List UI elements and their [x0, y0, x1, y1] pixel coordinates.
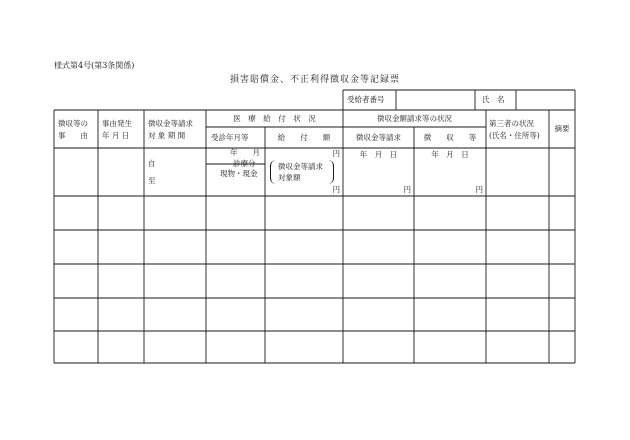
claim-target-line2: 対象額	[278, 173, 301, 182]
form-code: 様式第4号(第3条関係)	[54, 61, 135, 70]
header-claim: 徴収金等請求	[356, 133, 401, 142]
care-type-label: 診療分	[233, 159, 256, 168]
header-reason-line1: 徴収等の	[58, 119, 88, 128]
header-third-party-line2: (氏名・住所等)	[489, 131, 540, 140]
header-reason-line2: 事 由	[58, 131, 88, 140]
period-from-label: 自	[148, 159, 156, 168]
header-medical-group: 医 療 給 付 状 況	[233, 114, 316, 123]
receipt-no-label: 受給者番号	[347, 95, 385, 104]
goods-cash-label: 現物・現金	[220, 169, 258, 178]
header-period-line1: 徴収金等請求	[148, 119, 193, 128]
collected-date: 年 月 日	[431, 150, 469, 159]
header-benefit-amount: 給 付 額	[277, 133, 331, 142]
header-third-party-line1: 第三者の状況	[489, 119, 534, 128]
header-date-line1: 事由発生	[102, 119, 132, 128]
received-year-month: 年 月	[230, 148, 260, 157]
benefit-yen-top: 円	[332, 149, 340, 158]
period-to-label: 至	[148, 176, 156, 185]
collected-yen: 円	[475, 185, 483, 194]
header-remarks: 摘要	[554, 124, 570, 133]
header-date-line2: 年 月 日	[102, 131, 130, 140]
name-label: 氏 名	[482, 95, 505, 104]
claim-yen: 円	[403, 185, 411, 194]
benefit-yen-bottom: 円	[332, 185, 340, 194]
header-period-line2: 対 象 期 間	[148, 131, 186, 140]
claim-target-line1: 徴収金等請求	[278, 162, 323, 171]
header-received-month: 受診年月等	[211, 133, 249, 142]
header-collection-group: 徴収金額請求等の状況	[377, 114, 452, 123]
header-collected: 徴 収 等	[423, 133, 477, 142]
claim-date: 年 月 日	[359, 150, 398, 159]
form-title: 損害賠償金、不正利得徴収金等記録票	[229, 75, 400, 85]
